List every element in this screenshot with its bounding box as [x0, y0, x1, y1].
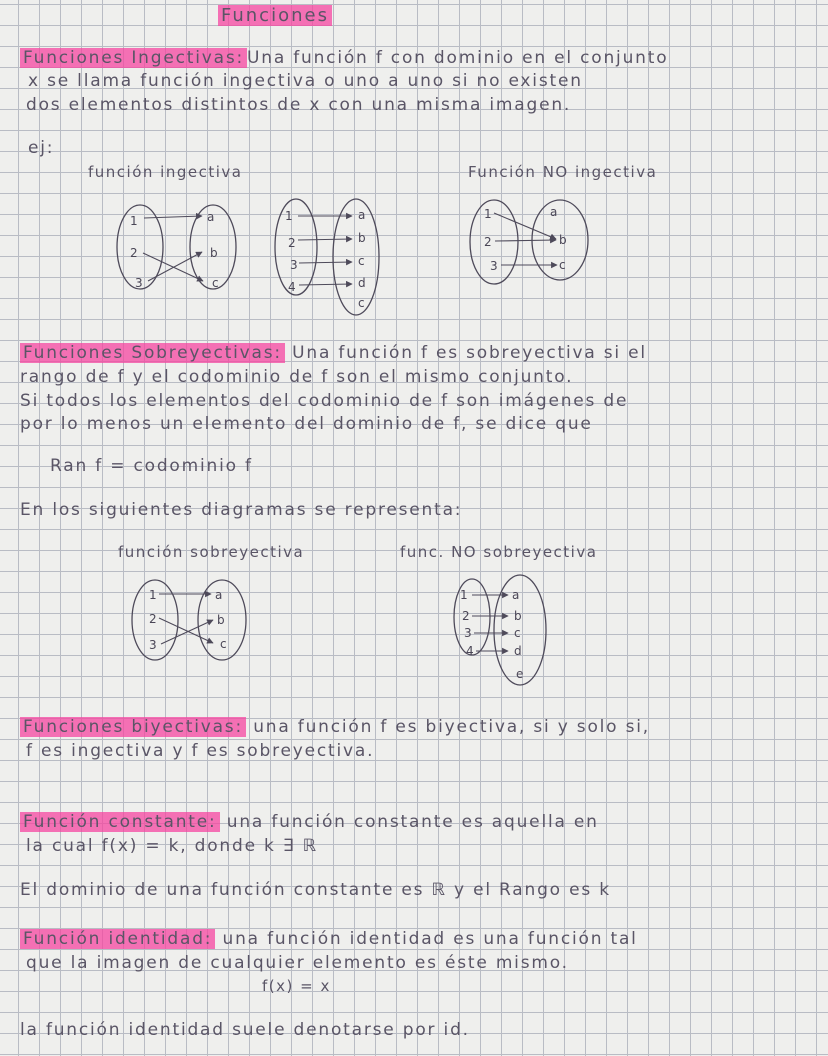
- domain-element: 3: [490, 259, 498, 273]
- surjective-line-2: rango de f y el codominio de f son el mismo conjunto.: [20, 367, 574, 387]
- identity-note: la función identidad suele denotarse por id.: [20, 1020, 470, 1040]
- domain-element: 4: [288, 280, 296, 294]
- domain-element: 2: [130, 246, 138, 260]
- codomain-element: b: [559, 233, 567, 247]
- injective-example-label: función ingectiva: [88, 163, 243, 181]
- non-injective-diagram: [462, 192, 602, 297]
- codomain-element: c: [358, 254, 365, 268]
- mapping-arrow: [299, 284, 352, 285]
- bijective-line-2: f es ingectiva y f es sobreyectiva.: [26, 741, 375, 761]
- codomain-element: d: [514, 644, 522, 658]
- codomain-element: b: [514, 609, 522, 623]
- domain-element: 2: [149, 612, 157, 626]
- injective-diagram-1: [110, 195, 245, 305]
- surjective-heading: Funciones Sobreyectivas:: [20, 343, 285, 363]
- identity-heading: Función identidad:: [20, 929, 215, 949]
- non-surjective-example-label: func. NO sobreyectiva: [400, 543, 598, 561]
- mapping-arrow: [298, 239, 352, 240]
- surjective-line-4: por lo menos un elemento del dominio de f, se dice que: [20, 414, 593, 434]
- identity-line-1: Función identidad: una función identidad es una función tal: [20, 929, 638, 949]
- domain-element: 2: [484, 235, 492, 249]
- mapping-arrow: [161, 620, 213, 644]
- identity-line-2: que la imagen de cualquier elemento es éste mismo.: [26, 953, 569, 973]
- codomain-element: e: [516, 667, 524, 681]
- constant-line-1: Función constante: una función constante es aquella en: [20, 812, 599, 832]
- codomain-element: c: [514, 626, 521, 640]
- codomain-element: b: [217, 613, 225, 627]
- mapping-arrow: [159, 618, 213, 643]
- domain-element: 3: [149, 638, 157, 652]
- codomain-element: a: [358, 208, 366, 222]
- domain-element: 2: [462, 609, 470, 623]
- codomain-element: c: [220, 637, 227, 651]
- constant-domain-line: El dominio de una función constante es ℝ y el Rango es k: [20, 880, 611, 900]
- codomain-element: d: [358, 276, 366, 290]
- surjective-formula: Ran f = codominio f: [50, 456, 253, 476]
- domain-element: 4: [466, 644, 474, 658]
- mapping-arrow: [299, 262, 352, 263]
- diagrams-intro: En los siguientes diagramas se representa:: [20, 500, 463, 520]
- injective-line-1: Funciones Ingectivas: Una función f con dominio en el conjunto: [20, 48, 668, 68]
- domain-element: 1: [285, 209, 293, 223]
- surjective-line-1: Funciones Sobreyectivas: Una función f es sobreyectiva si el: [20, 343, 647, 363]
- constant-heading: Función constante:: [20, 812, 220, 832]
- surjective-diagram: [125, 575, 255, 670]
- non-surjective-diagram: [450, 575, 560, 695]
- domain-element: 2: [288, 236, 296, 250]
- page-title: Funciones: [218, 6, 332, 26]
- mapping-arrow: [144, 216, 202, 218]
- mapping-arrow: [495, 240, 556, 241]
- domain-element: 1: [460, 588, 468, 602]
- domain-element: 1: [484, 207, 492, 221]
- identity-formula: f(x) = x: [262, 977, 331, 995]
- codomain-element: b: [358, 231, 366, 245]
- codomain-element: a: [550, 205, 558, 219]
- injective-line-3: dos elementos distintos de x con una misma imagen.: [26, 95, 572, 115]
- domain-element: 3: [290, 258, 298, 272]
- surjective-line-3: Si todos los elementos del codominio de f son imágenes de: [20, 391, 629, 411]
- codomain-element: c: [212, 276, 219, 290]
- injective-line-2: x se llama función ingectiva o uno a uno si no existen: [28, 71, 583, 91]
- bijective-heading: Funciones biyectivas:: [20, 717, 246, 737]
- domain-element: 1: [130, 214, 138, 228]
- domain-element: 1: [149, 588, 157, 602]
- injective-heading: Funciones Ingectivas:: [20, 48, 247, 68]
- surjective-example-label: función sobreyectiva: [118, 543, 305, 561]
- codomain-element: a: [512, 588, 520, 602]
- mapping-arrow: [494, 213, 556, 239]
- constant-line-2: la cual f(x) = k, donde k ∃ ℝ: [26, 836, 318, 856]
- non-injective-example-label: Función NO ingectiva: [468, 163, 658, 181]
- set-oval: [275, 199, 317, 295]
- domain-element: 3: [135, 276, 143, 290]
- injective-diagram-2: [268, 195, 388, 325]
- codomain-element: c: [358, 296, 365, 310]
- bijective-line-1: Funciones biyectivas: una función f es biyectiva, si y solo si,: [20, 717, 650, 737]
- domain-element: 3: [464, 626, 472, 640]
- codomain-element: b: [210, 246, 218, 260]
- codomain-element: a: [207, 210, 215, 224]
- codomain-element: c: [559, 258, 566, 272]
- example-label: ej:: [28, 138, 55, 158]
- codomain-element: a: [215, 588, 223, 602]
